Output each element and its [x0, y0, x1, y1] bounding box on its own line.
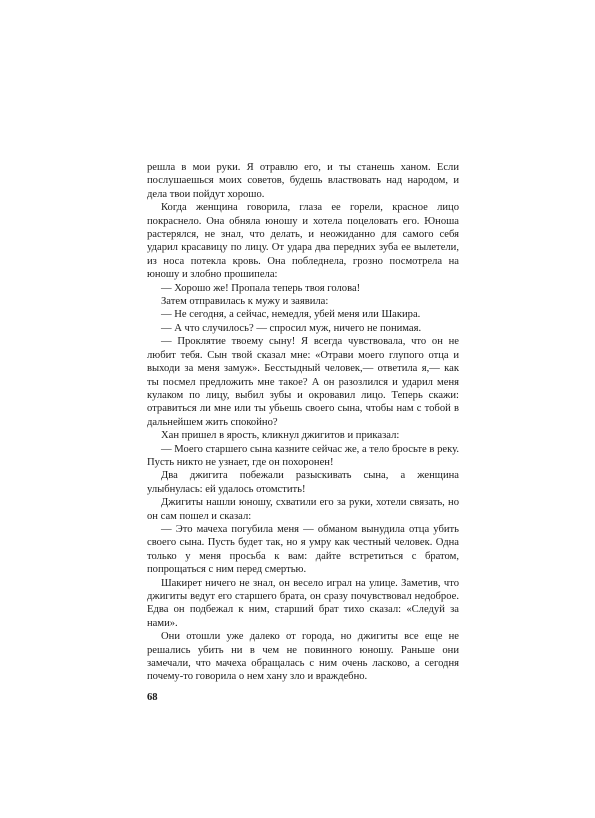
paragraph: решла в мои руки. Я отравлю его, и ты станешь ханом. Если послушаешься моих советов, будешь властвовать над народом, и дела твои пойдут хорошо.	[147, 162, 459, 200]
paragraph: — Это мачеха погубила меня — обманом вынудила отца убить своего сына. Пусть будет так, но я умру как честный человек. Одна только у меня просьба к вам: дайте встретиться с братом, попрощаться с ним перед смертью.	[147, 523, 459, 576]
paragraph: Когда женщина говорила, глаза ее горели, красное лицо покраснело. Она обняла юношу и хотела поцеловать его. Юноша растерялся, не знал, что делать, и неожиданно для самого себя ударил красавицу по лицу. От удара два передних зуба ее вылетели, из носа потекла кровь. Она побледнела, грозно посмотрела на юношу и злобно прошипела:	[147, 202, 459, 281]
paragraph: — Хорошо же! Пропала теперь твоя голова!	[161, 282, 361, 294]
body-text	[147, 161, 459, 684]
paragraph: Два джигита побежали разыскивать сына, а женщина улыбнулась: ей удалось отомстить!	[147, 470, 459, 495]
paragraph: Шакирет ничего не знал, он весело играл на улице. Заметив, что джигиты ведут его старшего брата, он сразу почувствовал недоброе. Едва он подбежал к ним, старший брат тихо сказал: «Следуй за нами».	[147, 577, 459, 629]
paragraph: Затем отправилась к мужу и заявила:	[161, 296, 329, 308]
page-number: 68	[147, 692, 158, 703]
paragraph: Джигиты нашли юношу, схватили его за руки, хотели связать, но он сам пошел и сказал:	[147, 497, 459, 522]
paragraph: Хан пришел в ярость, кликнул джигитов и приказал:	[161, 430, 400, 442]
paragraph: — Проклятие твоему сыну! Я всегда чувствовала, что он не любит тебя. Сын твой сказал мне: «Отрави моего глупого отца и выходи за меня замуж». Бесстыдный человек,— ответила я,— как ты посмел предложить мне такое? А он разозлился и ударил меня кулаком по лицу, выбил зубы и окровавил лицо. Теперь скажи: отравиться ли мне или ты убьешь своего сына, чтобы нам с тобой в дальнейшем жить спокойно?	[147, 336, 459, 428]
paragraph: — А что случилось? — спросил муж, ничего не понимая.	[161, 322, 422, 334]
paragraph: — Не сегодня, а сейчас, немедля, убей меня или Шакира.	[161, 309, 421, 321]
paragraph: — Моего старшего сына казните сейчас же, а тело бросьте в реку. Пусть никто не узнает, где он похоронен!	[147, 443, 459, 468]
paragraph: Они отошли уже далеко от города, но джигиты все еще не решались убить ни в чем не повинного юношу. Раньше они замечали, что мачеха обращалась с ним очень ласково, а сегодня почему-то говорила о нем хану зло и враждебно.	[147, 631, 459, 683]
